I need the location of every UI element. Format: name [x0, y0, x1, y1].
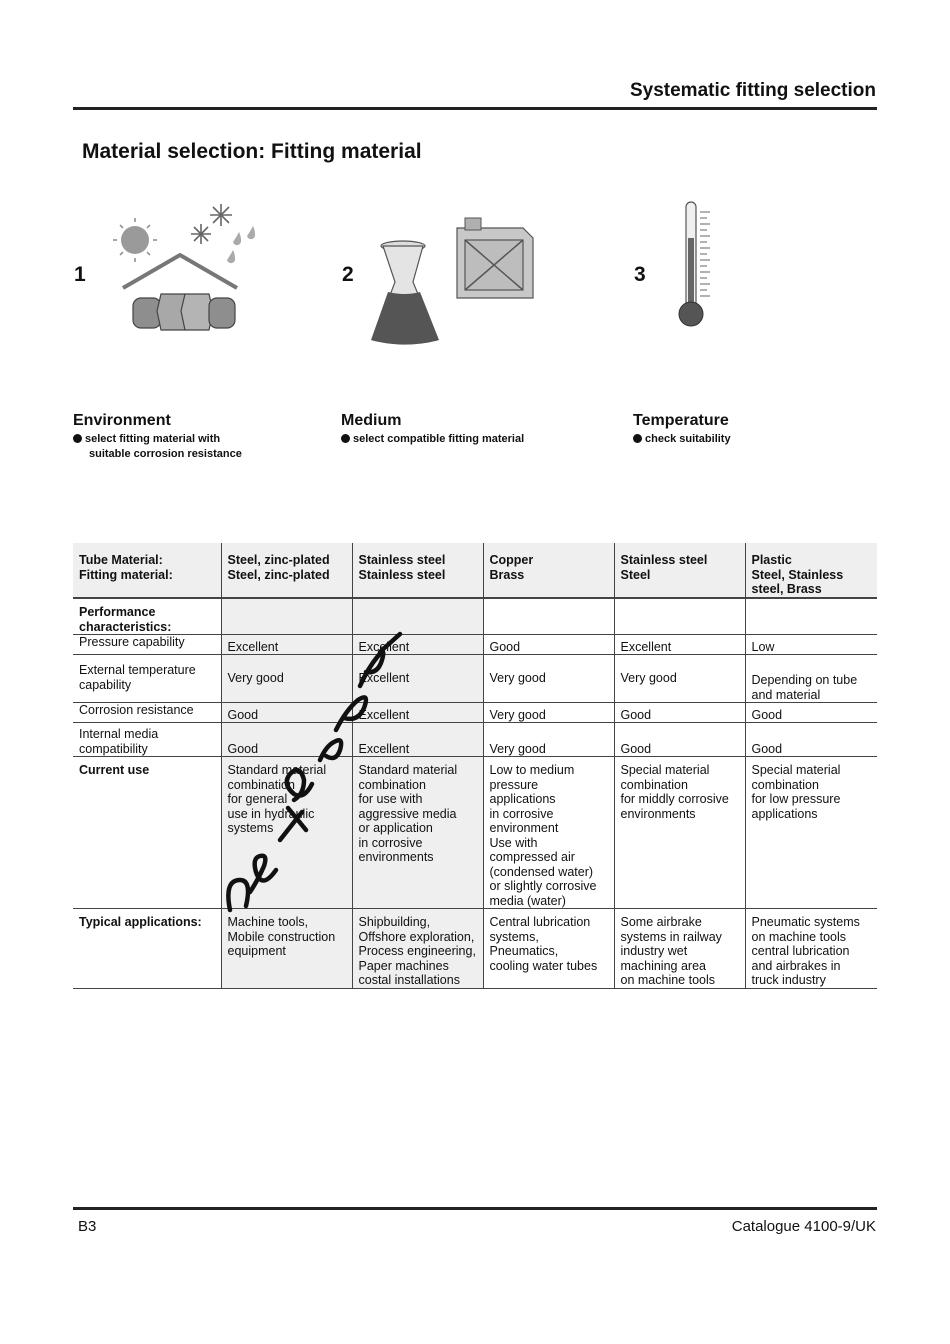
header-title: Systematic fitting selection	[629, 80, 876, 101]
table-cell: Very good	[483, 703, 614, 723]
sun-icon	[113, 218, 157, 262]
table-cell: Good	[614, 703, 745, 723]
flask-icon	[371, 241, 439, 344]
table-row	[73, 909, 877, 989]
roof-icon	[123, 255, 237, 288]
row-label: Current use	[73, 757, 221, 909]
fitting-icon	[133, 294, 235, 330]
table-cell: Low	[745, 635, 877, 655]
table-cell	[352, 598, 483, 635]
material-table	[73, 543, 877, 989]
step-3-heading: Temperature	[633, 412, 729, 429]
table-row	[73, 723, 877, 757]
canister-icon	[457, 218, 533, 298]
row-label: Performance characteristics:	[73, 598, 221, 635]
thermometer-icon	[670, 198, 720, 332]
header-cell: Plastic Steel, Stainless steel, Brass	[745, 543, 877, 598]
table-cell: Good	[221, 703, 352, 723]
table-cell	[483, 598, 614, 635]
table-cell: Depending on tube and material	[745, 655, 877, 703]
table-cell: Central lubrication systems, Pneumatics, cooling water tubes	[483, 909, 614, 989]
step-2-heading: Medium	[341, 412, 402, 429]
table-row	[73, 635, 877, 655]
table-row	[73, 598, 877, 635]
table-cell	[614, 598, 745, 635]
header-rule	[73, 107, 877, 110]
table-cell: Shipbuilding, Offshore exploration, Process engineering, Paper machines costal installations	[352, 909, 483, 989]
table-cell	[221, 598, 352, 635]
row-label: Internal media compatibility	[73, 723, 221, 757]
step-1-number: 1	[74, 263, 86, 286]
bullet-dot	[73, 434, 82, 443]
table-cell: Machine tools, Mobile construction equipment	[221, 909, 352, 989]
table-row	[73, 655, 877, 703]
table-cell: Good	[483, 635, 614, 655]
bullet-dot	[633, 434, 642, 443]
step-2-number: 2	[342, 263, 354, 286]
table-cell: Standard material combination for use with aggressive media or application in corrosive environments	[352, 757, 483, 909]
table-cell: Standard material combination for general use in hydraulic systems	[221, 757, 352, 909]
row-label: Corrosion resistance	[73, 703, 221, 723]
header-cell: Stainless steel Steel	[614, 543, 745, 598]
header-cell: Steel, zinc-plated Steel, zinc-plated	[221, 543, 352, 598]
table-cell: Excellent	[352, 635, 483, 655]
table-cell: Special material combination for middly corrosive environments	[614, 757, 745, 909]
header-cell: Stainless steel Stainless steel	[352, 543, 483, 598]
table-cell: Good	[221, 723, 352, 757]
step-1-bullet: select fitting material with suitable corrosion resistance	[73, 432, 242, 462]
row-label: Typical applications:	[73, 909, 221, 989]
catalogue-reference: Catalogue 4100-9/UK	[731, 1218, 876, 1235]
table-cell	[745, 598, 877, 635]
raindrops-icon	[227, 226, 255, 263]
table-cell: Good	[745, 723, 877, 757]
header-cell: Tube Material: Fitting material:	[73, 543, 221, 598]
snowflake-icon	[191, 204, 232, 244]
footer-rule	[73, 1207, 877, 1210]
environment-illustration	[105, 198, 265, 340]
page-title: Material selection: Fitting material	[82, 140, 422, 163]
table-row	[73, 757, 877, 909]
table-cell: Very good	[221, 655, 352, 703]
page-number: B3	[78, 1218, 97, 1235]
table-cell: Very good	[614, 655, 745, 703]
table-cell: Excellent	[352, 655, 483, 703]
step-3-bullet: check suitability	[633, 432, 731, 447]
step-3-number: 3	[634, 263, 646, 286]
step-1-heading: Environment	[73, 412, 171, 429]
table-cell: Some airbrake systems in railway industry wet machining area on machine tools	[614, 909, 745, 989]
table-cell: Low to medium pressure applications in corrosive environment Use with compressed air (condensed water) or slightly corrosive media (water)	[483, 757, 614, 909]
table-cell: Excellent	[352, 703, 483, 723]
table-cell: Excellent	[352, 723, 483, 757]
medium-illustration	[365, 212, 540, 352]
table-cell: Special material combination for low pressure applications	[745, 757, 877, 909]
table-cell: Good	[614, 723, 745, 757]
table-cell: Very good	[483, 723, 614, 757]
table-cell: Pneumatic systems on machine tools central lubrication and airbrakes in truck industry	[745, 909, 877, 989]
table-cell: Very good	[483, 655, 614, 703]
table-cell: Good	[745, 703, 877, 723]
table-cell: Excellent	[221, 635, 352, 655]
table-cell: Excellent	[614, 635, 745, 655]
row-label: External temperature capability	[73, 655, 221, 703]
row-label: Pressure capability	[73, 635, 221, 655]
bullet-dot	[341, 434, 350, 443]
table-header-row	[73, 543, 877, 598]
step-2-bullet: select compatible fitting material	[341, 432, 524, 447]
header-cell: Copper Brass	[483, 543, 614, 598]
table-row	[73, 703, 877, 723]
